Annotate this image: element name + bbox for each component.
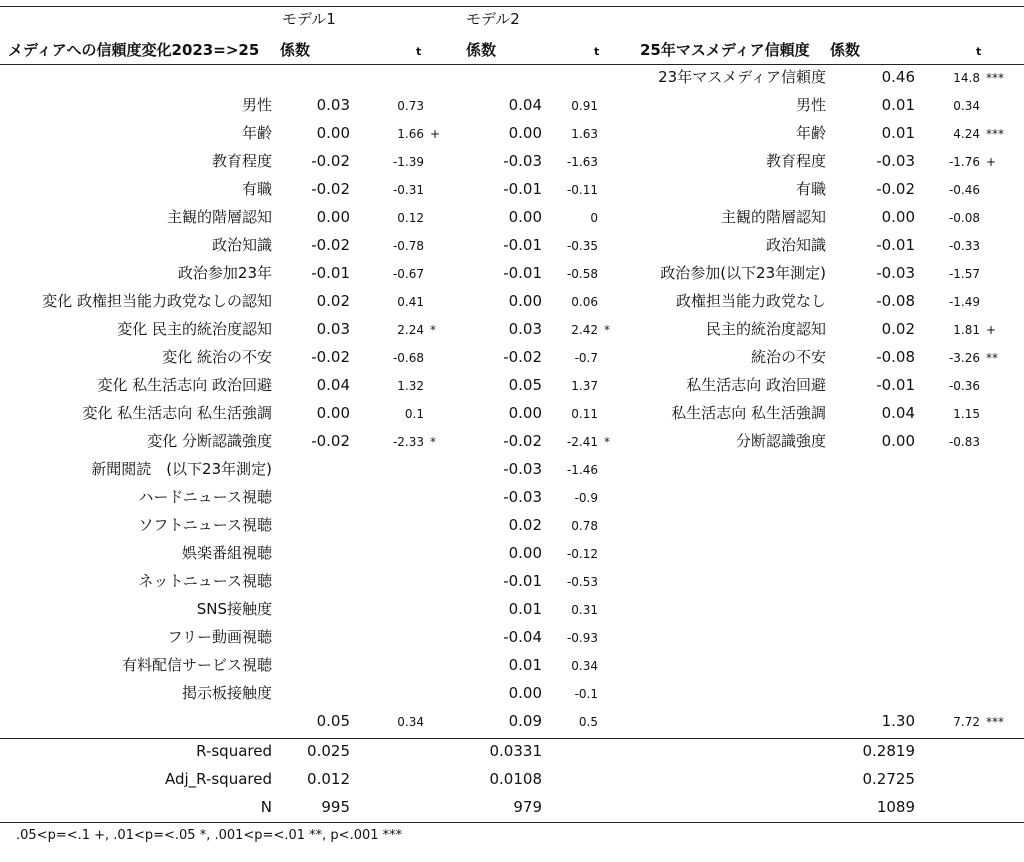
- m1-significance: *: [430, 435, 436, 449]
- right-significance: ***: [986, 127, 1004, 141]
- m1-coefficient: -0.02: [311, 348, 350, 366]
- m2-coefficient: -0.04: [503, 628, 542, 646]
- right-coefficient: -0.01: [876, 376, 915, 394]
- m1-t-value: 2.24: [397, 323, 424, 337]
- right-significance: +: [986, 155, 997, 169]
- right-stat: 0.2725: [862, 770, 915, 788]
- row-label: SNS接触度: [196, 600, 272, 618]
- right-row-label: 政権担当能力政党なし: [675, 292, 826, 310]
- m2-coefficient: -0.01: [503, 572, 542, 590]
- right-coefficient: -0.02: [876, 180, 915, 198]
- m2-t-value: 0.91: [571, 99, 598, 113]
- m1-coefficient: -0.02: [311, 152, 350, 170]
- right-t-value: 1.81: [953, 323, 980, 337]
- m2-t-value: -0.11: [566, 183, 598, 197]
- m2-coefficient: 0.03: [508, 320, 542, 338]
- right-t-value: -0.33: [948, 239, 980, 253]
- right-coefficient: 0.46: [881, 68, 915, 86]
- m1-coefficient: -0.02: [311, 236, 350, 254]
- m2-coefficient: 0.00: [508, 404, 542, 422]
- right-coefficient: -0.08: [876, 292, 915, 310]
- right-t-value: 7.72: [953, 715, 980, 729]
- significance-footnote: .05<p=<.1 +, .01<p=<.05 *, .001<p=<.01 **, p<.001 ***: [16, 828, 403, 843]
- right-coefficient: 0.00: [881, 208, 915, 226]
- right-t-value: 4.24: [953, 127, 980, 141]
- dv-right-header: 25年マスメディア信頼度: [640, 41, 810, 59]
- m1-coefficient: 0.00: [316, 208, 350, 226]
- m2-t-value: -0.1: [574, 687, 598, 701]
- row-label: 政治参加23年: [177, 264, 272, 282]
- m2-stat: 0.0331: [489, 742, 542, 760]
- right-row-label: 男性: [795, 96, 826, 114]
- m1-coefficient: 0.00: [316, 124, 350, 142]
- m2-coefficient: -0.01: [503, 264, 542, 282]
- right-t-value: -1.76: [948, 155, 980, 169]
- m2-coefficient: -0.03: [503, 488, 542, 506]
- m2-significance: *: [604, 323, 610, 337]
- stats-label: N: [260, 798, 272, 816]
- right-coefficient: -0.03: [876, 152, 915, 170]
- table-top-rule: [0, 6, 1024, 7]
- right-coefficient: 0.01: [881, 124, 915, 142]
- m2-coefficient: -0.03: [503, 460, 542, 478]
- right-t-value: -3.26: [948, 351, 980, 365]
- right-row-label: 政治知識: [765, 236, 826, 254]
- right-t-value: 1.15: [953, 407, 980, 421]
- row-label: 主観的階層認知: [166, 208, 272, 226]
- right-coefficient: -0.01: [876, 236, 915, 254]
- stats-label: R-squared: [196, 742, 272, 760]
- m2-t-value: -1.46: [566, 463, 598, 477]
- right-row-label: 有職: [795, 180, 826, 198]
- row-label: 掲示板接触度: [181, 684, 272, 702]
- right-t-value: -1.49: [948, 295, 980, 309]
- right-coefficient: 0.00: [881, 432, 915, 450]
- row-label: 変化 政権担当能力政党なしの認知: [42, 292, 272, 310]
- right-t-value: 14.8: [953, 71, 980, 85]
- right-coefficient: -0.08: [876, 348, 915, 366]
- m2-coef-header: 係数: [466, 41, 497, 59]
- m1-coefficient: 0.00: [316, 404, 350, 422]
- model1-header: モデル1: [282, 10, 336, 28]
- row-label: 新聞閲読 (以下23年測定): [91, 460, 272, 478]
- m1-coefficient: 0.04: [316, 376, 350, 394]
- row-label: 変化 民主的統治度認知: [117, 320, 272, 338]
- m2-coefficient: 0.05: [508, 376, 542, 394]
- right-coefficient: 0.04: [881, 404, 915, 422]
- m1-t-header: t: [416, 45, 422, 58]
- m1-t-value: 0.73: [397, 99, 424, 113]
- m1-coefficient: -0.02: [311, 180, 350, 198]
- m2-t-value: 1.63: [571, 127, 598, 141]
- row-label: フリー動画視聴: [167, 628, 272, 646]
- m2-t-header: t: [594, 45, 600, 58]
- right-row-label: 政治参加(以下23年測定): [660, 264, 826, 282]
- m1-t-value: 0.12: [397, 211, 424, 225]
- m2-t-value: 0.31: [571, 603, 598, 617]
- m1-coefficient: 0.03: [316, 320, 350, 338]
- m2-coefficient: 0.04: [508, 96, 542, 114]
- stats-label: Adj_R-squared: [164, 770, 272, 788]
- m1-t-value: 1.32: [397, 379, 424, 393]
- row-label: 変化 分断認識強度: [147, 432, 272, 450]
- m1-stat: 0.025: [307, 742, 350, 760]
- right-coefficient: 0.02: [881, 320, 915, 338]
- m2-significance: *: [604, 435, 610, 449]
- m2-coefficient: 0.01: [508, 656, 542, 674]
- right-row-label: 私生活志向 政治回避: [686, 376, 826, 394]
- m2-t-value: 0.78: [571, 519, 598, 533]
- right-stat: 0.2819: [862, 742, 915, 760]
- m2-t-value: 1.37: [571, 379, 598, 393]
- m1-t-value: -0.68: [392, 351, 424, 365]
- right-coefficient: 1.30: [881, 712, 915, 730]
- right-row-label: 分断認識強度: [735, 432, 826, 450]
- m2-t-value: -0.7: [574, 351, 598, 365]
- m1-coefficient: 0.03: [316, 96, 350, 114]
- m2-t-value: 0.06: [571, 295, 598, 309]
- m1-t-value: 1.66: [397, 127, 424, 141]
- m1-stat: 0.012: [307, 770, 350, 788]
- m2-coefficient: 0.00: [508, 208, 542, 226]
- r-coef-header: 係数: [830, 41, 861, 59]
- right-t-value: -0.46: [948, 183, 980, 197]
- m1-t-value: 0.34: [397, 715, 424, 729]
- m1-significance: *: [430, 323, 436, 337]
- right-significance: +: [986, 323, 997, 337]
- m1-t-value: -1.39: [392, 155, 424, 169]
- m2-stat: 979: [513, 798, 542, 816]
- right-coefficient: -0.03: [876, 264, 915, 282]
- right-row-label: 23年マスメディア信頼度: [658, 68, 826, 86]
- row-label: 教育程度: [211, 152, 272, 170]
- right-t-value: -0.08: [948, 211, 980, 225]
- m2-t-value: -0.93: [566, 631, 598, 645]
- m1-t-value: -0.67: [392, 267, 424, 281]
- m1-t-value: -2.33: [392, 435, 424, 449]
- m1-significance: +: [430, 127, 441, 141]
- m2-coefficient: 0.00: [508, 292, 542, 310]
- m2-coefficient: -0.01: [503, 236, 542, 254]
- m1-coefficient: 0.05: [316, 712, 350, 730]
- m1-coefficient: -0.02: [311, 432, 350, 450]
- m2-t-value: -0.53: [566, 575, 598, 589]
- row-label: 政治知識: [211, 236, 272, 254]
- row-label: ネットニュース視聴: [138, 572, 272, 590]
- m2-coefficient: 0.00: [508, 684, 542, 702]
- m2-coefficient: 0.00: [508, 124, 542, 142]
- m2-t-value: 2.42: [571, 323, 598, 337]
- header-rule: [0, 64, 1024, 65]
- row-label: ソフトニュース視聴: [138, 516, 272, 534]
- m1-t-value: -0.31: [392, 183, 424, 197]
- table-bottom-rule: [0, 822, 1024, 823]
- row-label: 変化 統治の不安: [162, 348, 272, 366]
- right-row-label: 私生活志向 私生活強調: [671, 404, 826, 422]
- row-label: 年齢: [241, 124, 272, 142]
- m2-t-value: 0.5: [578, 715, 598, 729]
- m1-stat: 995: [321, 798, 350, 816]
- m2-coefficient: -0.03: [503, 152, 542, 170]
- right-t-value: -0.36: [948, 379, 980, 393]
- m2-t-value: -1.63: [566, 155, 598, 169]
- right-row-label: 民主的統治度認知: [705, 320, 826, 338]
- row-label: ハードニュース視聴: [138, 488, 272, 506]
- m2-t-value: -0.12: [566, 547, 598, 561]
- m1-coefficient: -0.01: [311, 264, 350, 282]
- m2-t-value: -0.35: [566, 239, 598, 253]
- row-label: 娯楽番組視聴: [181, 544, 272, 562]
- row-label: 有料配信サービス視聴: [121, 656, 272, 674]
- row-label: 変化 私生活志向 私生活強調: [82, 404, 272, 422]
- right-stat: 1089: [876, 798, 915, 816]
- right-t-value: -1.57: [948, 267, 980, 281]
- m2-coefficient: 0.00: [508, 544, 542, 562]
- m2-stat: 0.0108: [489, 770, 542, 788]
- m2-coefficient: 0.02: [508, 516, 542, 534]
- right-row-label: 年齢: [795, 124, 826, 142]
- right-significance: ***: [986, 715, 1004, 729]
- m2-t-value: 0.34: [571, 659, 598, 673]
- m1-coefficient: 0.02: [316, 292, 350, 310]
- row-label: 有職: [241, 180, 272, 198]
- m1-t-value: -0.78: [392, 239, 424, 253]
- m2-coefficient: -0.01: [503, 180, 542, 198]
- right-row-label: 統治の不安: [750, 348, 826, 366]
- m2-t-value: -2.41: [566, 435, 598, 449]
- right-row-label: 主観的階層認知: [720, 208, 826, 226]
- row-label: 変化 私生活志向 政治回避: [97, 376, 272, 394]
- m1-t-value: 0.1: [404, 407, 424, 421]
- r-t-header: t: [976, 45, 982, 58]
- m2-t-value: -0.58: [566, 267, 598, 281]
- m2-coefficient: -0.02: [503, 432, 542, 450]
- m2-coefficient: 0.09: [508, 712, 542, 730]
- right-t-value: -0.83: [948, 435, 980, 449]
- model2-header: モデル2: [466, 10, 520, 28]
- row-label: 男性: [241, 96, 272, 114]
- m2-coefficient: 0.01: [508, 600, 542, 618]
- right-coefficient: 0.01: [881, 96, 915, 114]
- m2-t-value: 0: [590, 211, 598, 225]
- m1-coef-header: 係数: [280, 41, 311, 59]
- right-row-label: 教育程度: [765, 152, 826, 170]
- right-significance: ***: [986, 71, 1004, 85]
- m2-t-value: -0.9: [574, 491, 598, 505]
- m2-coefficient: -0.02: [503, 348, 542, 366]
- m1-t-value: 0.41: [397, 295, 424, 309]
- m2-t-value: 0.11: [571, 407, 598, 421]
- stats-rule: [0, 738, 1024, 739]
- dv-left-header: メディアへの信頼度変化2023=>25: [8, 41, 260, 59]
- right-t-value: 0.34: [953, 99, 980, 113]
- right-significance: **: [986, 351, 998, 365]
